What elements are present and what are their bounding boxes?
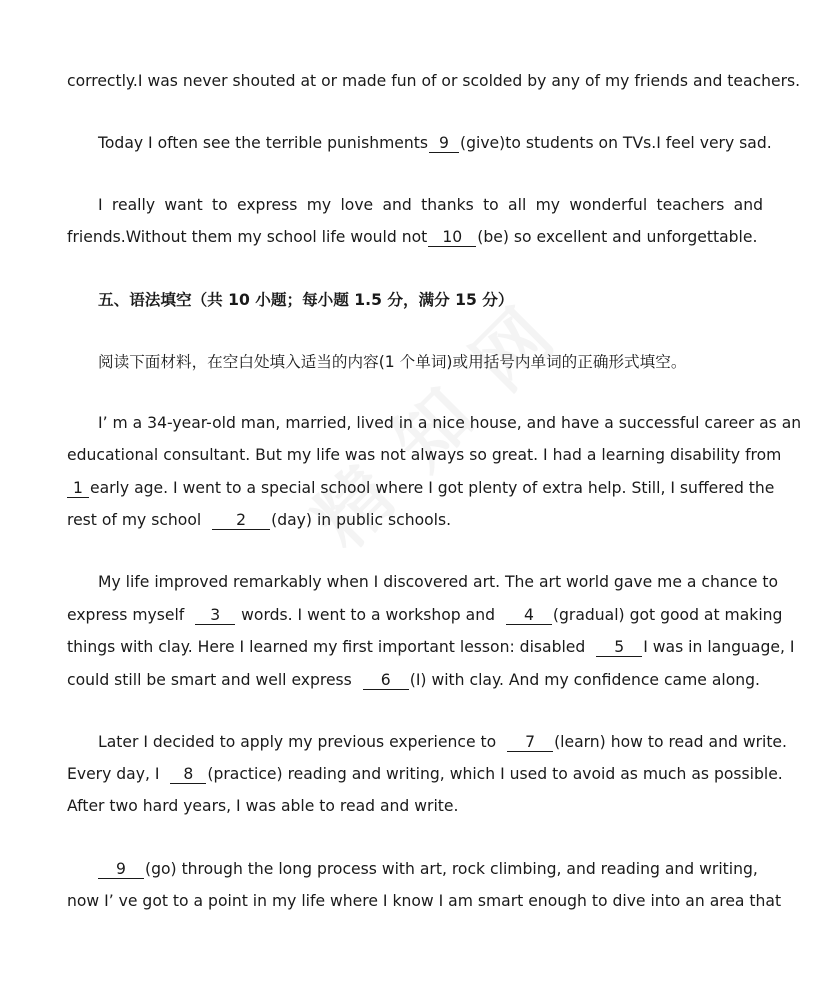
text: I was in language, I xyxy=(643,638,795,656)
text: (gradual) got good at making xyxy=(552,606,783,624)
text: rest of my school xyxy=(67,511,202,529)
text-line xyxy=(98,571,779,593)
text: could still be smart and well express xyxy=(67,671,352,689)
text-line xyxy=(67,70,801,92)
text-line xyxy=(98,194,763,216)
text: (learn) how to read and write. xyxy=(554,733,787,751)
text: (go) through the long process with art, rock climbing, and reading and writing, xyxy=(145,860,758,878)
text: My life improved remarkably when I discovered art. The art world gave me a chance to xyxy=(98,573,779,591)
text-line xyxy=(67,477,775,499)
answer-blank-1[interactable]: 1 xyxy=(67,479,89,498)
answer-blank-7[interactable]: 7 xyxy=(507,733,553,752)
text: I really want to express my love and thanks to all my wonderful teachers and xyxy=(98,196,763,214)
text-line xyxy=(67,795,763,817)
heading-text: 五、语法填空（共 10 小题；每小题 1.5 分，满分 15 分） xyxy=(98,291,514,309)
text: I’ m a 34-year-old man, married, lived in a nice house, and have a successful career as an xyxy=(98,414,802,432)
answer-blank-5[interactable]: 5 xyxy=(596,638,642,657)
answer-blank-8[interactable]: 8 xyxy=(170,765,206,784)
answer-blank-9b[interactable]: 9 xyxy=(98,860,144,879)
text: Later I decided to apply my previous experience to xyxy=(98,733,497,751)
answer-blank-9[interactable]: 9 xyxy=(429,134,459,153)
text-line xyxy=(67,636,795,658)
text: friends.Without them my school life would not xyxy=(67,228,428,246)
text-line xyxy=(67,226,763,248)
text: (practice) reading and writing, which I used to avoid as much as possible. xyxy=(207,765,783,783)
instruction-text: 阅读下面材料，在空白处填入适当的内容(1 个单词)或用括号内单词的正确形式填空。 xyxy=(98,353,687,371)
text-line xyxy=(67,890,782,912)
text: (be) so excellent and unforgettable. xyxy=(477,228,758,246)
answer-blank-6[interactable]: 6 xyxy=(363,671,409,690)
answer-blank-4[interactable]: 4 xyxy=(506,606,552,625)
text-line xyxy=(98,858,763,880)
text-line xyxy=(67,444,782,466)
text: express myself xyxy=(67,606,185,624)
answer-blank-10[interactable]: 10 xyxy=(428,228,476,247)
text-line xyxy=(67,604,783,626)
text: correctly.I was never shouted at or made fun of or scolded by any of my friends and teachers. xyxy=(67,72,801,90)
text-line xyxy=(98,731,787,753)
section-heading xyxy=(98,289,763,311)
text: early age. I went to a special school where I got plenty of extra help. Still, I suffered the xyxy=(90,479,775,497)
text: (I) with clay. And my confidence came along. xyxy=(409,671,761,689)
text: things with clay. Here I learned my first important lesson: disabled xyxy=(67,638,586,656)
text: (give)to students on TVs.I feel very sad. xyxy=(460,134,772,152)
answer-blank-2[interactable]: 2 xyxy=(212,511,270,530)
text: (day) in public schools. xyxy=(271,511,452,529)
text: now I’ ve got to a point in my life where I know I am smart enough to dive into an area that xyxy=(67,892,782,910)
text: After two hard years, I was able to read and write. xyxy=(67,797,459,815)
text-line xyxy=(67,669,763,691)
text: educational consultant. But my life was not always so great. I had a learning disability from xyxy=(67,446,782,464)
instruction xyxy=(98,351,763,373)
text: Every day, I xyxy=(67,765,160,783)
text: words. I went to a workshop and xyxy=(241,606,495,624)
answer-blank-3[interactable]: 3 xyxy=(195,606,235,625)
text-line xyxy=(67,509,763,531)
text-line xyxy=(67,763,783,785)
text-line xyxy=(98,132,772,154)
text-line xyxy=(98,412,802,434)
text: Today I often see the terrible punishments xyxy=(98,134,429,152)
